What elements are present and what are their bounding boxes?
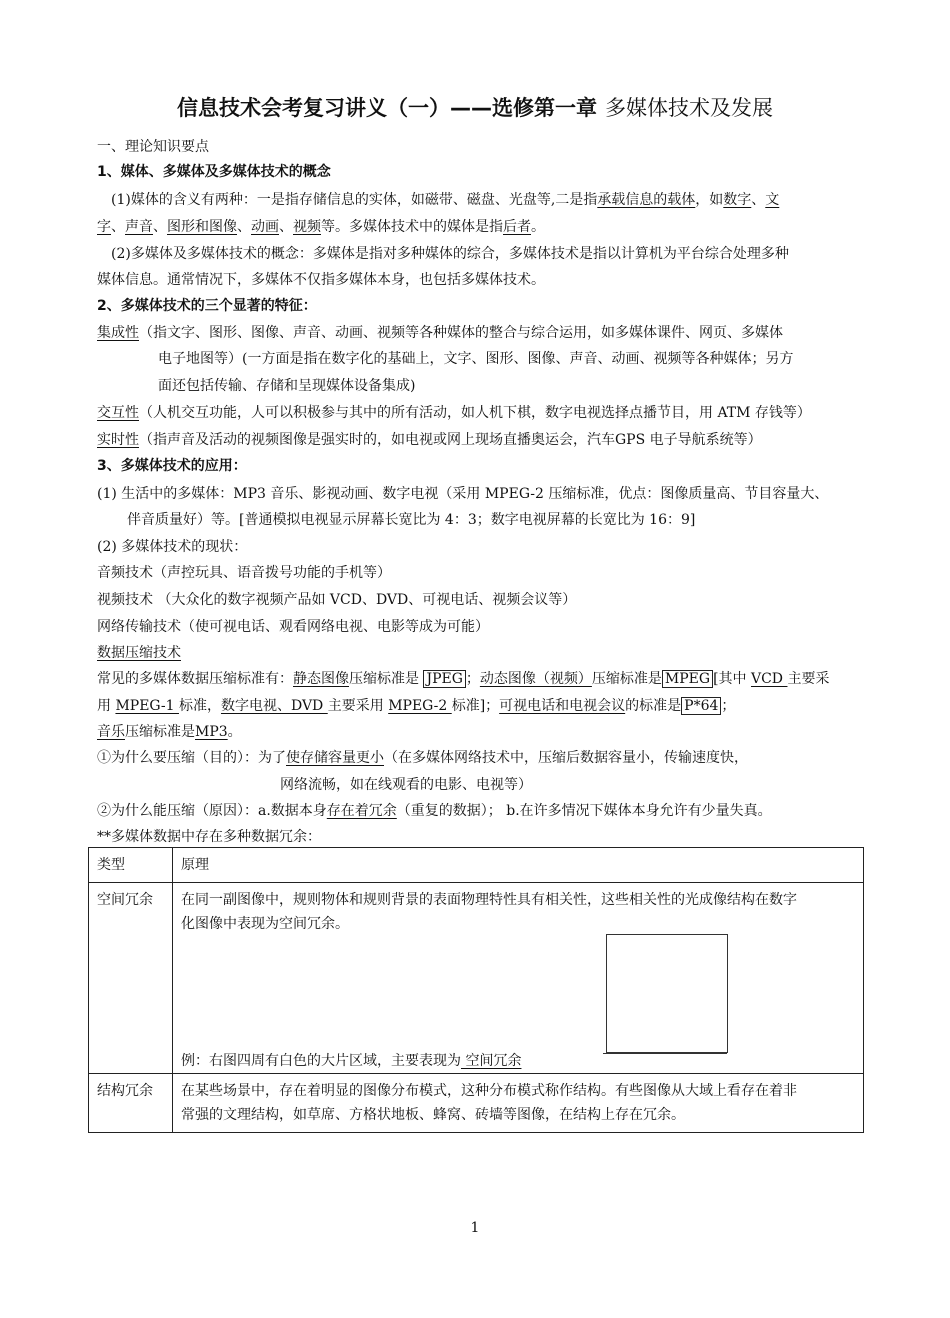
table-row (89, 1074, 864, 1133)
table-header-row (89, 848, 864, 883)
heading-1: 1、媒体、多媒体及多媒体技术的概念 (97, 164, 331, 180)
standards-line1: 常见的多媒体数据压缩标准有：静态图像压缩标准是 JPEG ；动态图像（视频）压缩标准是 MPEG [其中 VCD 主要采 (97, 671, 830, 687)
why-compress-line1: ①为什么要压缩（目的）：为了使存储容量更小（在多媒体网络技术中，压缩后数据容量小，传输速度快， (97, 750, 748, 766)
video-tech: 视频技术 （大众化的数字视频产品如 VCD、DVD、可视电话、视频会议等） (97, 592, 577, 608)
compression-tech: 数据压缩技术 (97, 645, 181, 661)
spatial-text-line2: 化图像中表现为空间冗余。 (181, 916, 349, 932)
title-bold: 信息技术会考复习讲义（一）——选修第一章 (177, 96, 597, 120)
paragraph-1-line2: 字、声音、图形和图像、动画、视频等。多媒体技术中的媒体是指后者。 (97, 219, 545, 235)
table-header-principle: 原理 (173, 848, 864, 883)
application-1-line1: (1) 生活中的多媒体：MP3 音乐、影视动画、数字电视（采用 MPEG-2 压缩标准，优点：图像质量高、节目容量大、 (97, 486, 829, 502)
application-2: (2) 多媒体技术的现状： (97, 539, 248, 555)
feature-integration-line3: 面还包括传输、存储和呈现媒体设备集成) (158, 378, 416, 394)
structure-text-line2: 常强的文理结构，如草席、方格状地板、蜂窝、砖墙等图像，在结构上存在冗余。 (181, 1107, 685, 1123)
title-subject: 多媒体技术及发展 (605, 96, 773, 120)
audio-tech: 音频技术（声控玩具、语音拨号功能的手机等） (97, 565, 391, 581)
page-number: 1 (470, 1220, 480, 1236)
section-heading: 一、理论知识要点 (97, 139, 209, 155)
application-1-line2: 伴音质量好）等。[普通模拟电视显示屏幕长宽比为 4：3；数字电视屏幕的长宽比为 16：9] (127, 512, 696, 528)
heading-2: 2、多媒体技术的三个显著的特征： (97, 298, 317, 314)
standards-line2: 用 MPEG-1 标准，数字电视、DVD 主要采用 MPEG-2 标准]；可视电话和电视会议的标准是 P*64 ； (97, 698, 736, 714)
paragraph-1-line1: (1)媒体的含义有两种：一是指存储信息的实体，如磁带、磁盘、光盘等,二是指承载信息的载体，如数字、文 (111, 192, 780, 208)
heading-3: 3、多媒体技术的应用： (97, 458, 247, 474)
why-can-compress: ②为什么能压缩（原因）：a.数据本身存在着冗余（重复的数据）； b.在许多情况下媒体本身允许有少量失真。 (97, 803, 772, 819)
paragraph-2-line1: (2)多媒体及多媒体技术的概念：多媒体是指对多种媒体的综合，多媒体技术是指以计算机为平台综合处理多种 (111, 246, 789, 262)
table-cell-principle (173, 1074, 864, 1133)
table-cell-type: 结构冗余 (89, 1074, 173, 1133)
standards-line3: 音乐压缩标准是MP3。 (97, 724, 242, 740)
feature-integration-line1: 集成性（指文字、图形、图像、声音、动画、视频等各种媒体的整合与综合运用，如多媒体课件、网页、多媒体 (97, 325, 783, 341)
feature-realtime: 实时性（指声音及活动的视频图像是强实时的，如电视或网上现场直播奥运会，汽车GPS 电子导航系统等） (97, 432, 762, 448)
page-title (0, 92, 950, 122)
feature-interactivity: 交互性（人机交互功能，人可以积极参与其中的所有活动，如人机下棋，数字电视选择点播节目，用 ATM 存钱等） (97, 405, 811, 421)
spatial-example: 例：右图四周有白色的大片区域，主要表现为 空间冗余 (181, 1053, 522, 1069)
why-compress-line2: 网络流畅，如在线观看的电影、电视等） (280, 777, 532, 793)
table-row (89, 883, 864, 1074)
table-header-type: 类型 (89, 848, 173, 883)
structure-text-line1: 在某些场景中，存在着明显的图像分布模式，这种分布模式称作结构。有些图像从大域上看存在着非 (181, 1083, 797, 1099)
redundancy-table (88, 847, 864, 1133)
network-tech: 网络传输技术（使可视电话、观看网络电视、电影等成为可能） (97, 619, 489, 635)
feature-integration-line2: 电子地图等）(一方面是指在数字化的基础上，文字、图形、图像、声音、动画、视频等各种媒体；另方 (158, 351, 794, 367)
spatial-text-line1: 在同一副图像中，规则物体和规则背景的表面物理特性具有相关性，这些相关性的光成像结构在数字 (181, 892, 797, 908)
redundancy-note: **多媒体数据中存在多种数据冗余： (97, 829, 321, 845)
example-image-baseline (603, 1053, 727, 1054)
table-cell-type: 空间冗余 (89, 883, 173, 1074)
paragraph-2-line2: 媒体信息。通常情况下，多媒体不仅指多媒体本身，也包括多媒体技术。 (97, 272, 545, 288)
table-cell-principle (173, 883, 864, 1074)
example-image (606, 934, 728, 1053)
